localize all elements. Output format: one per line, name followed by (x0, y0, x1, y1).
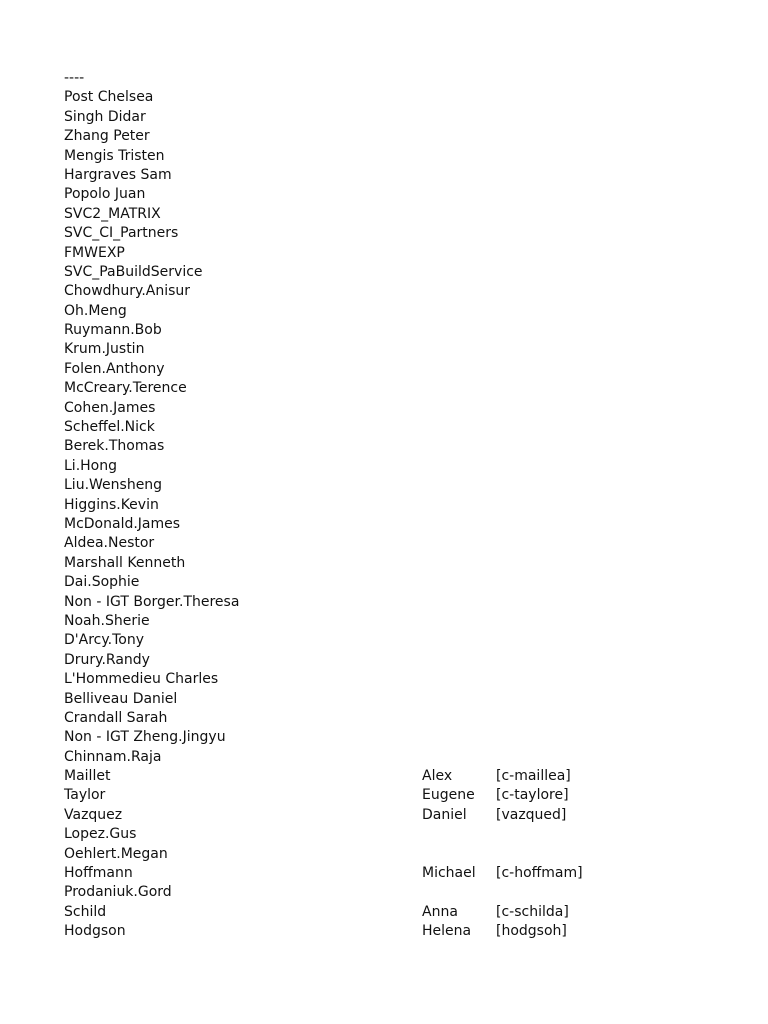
list-row (64, 282, 724, 301)
last-name-cell: Aldea.Nestor (64, 535, 155, 552)
list-row (64, 147, 724, 166)
last-name-cell: Vazquez (64, 806, 123, 823)
last-name-cell: Ruymann.Bob (64, 322, 162, 339)
list-row (64, 825, 724, 844)
last-name-cell: Hodgson (64, 923, 126, 940)
list-row (64, 806, 724, 825)
last-name-cell: SVC_CI_Partners (64, 225, 179, 242)
list-row (64, 593, 724, 612)
list-row (64, 883, 724, 902)
list-row (64, 903, 724, 922)
list-row (64, 767, 724, 786)
last-name-cell: Crandall Sarah (64, 709, 168, 726)
list-row (64, 864, 724, 883)
list-row (64, 670, 724, 689)
list-row (64, 69, 724, 88)
last-name-cell: SVC_PaBuildService (64, 263, 203, 280)
list-row (64, 476, 724, 495)
list-row (64, 845, 724, 864)
last-name-cell: Folen.Anthony (64, 360, 165, 377)
list-row (64, 224, 724, 243)
first-name-cell: Helena (422, 923, 472, 940)
last-name-cell: Singh Didar (64, 108, 146, 125)
last-name-cell: Drury.Randy (64, 651, 150, 668)
last-name-cell: Post Chelsea (64, 89, 154, 106)
first-name-cell: Anna (422, 903, 458, 920)
list-row (64, 573, 724, 592)
last-name-cell: Hargraves Sam (64, 166, 172, 183)
list-row (64, 418, 724, 437)
last-name-cell: Zhang Peter (64, 128, 150, 145)
last-name-cell: Hoffmann (64, 865, 133, 882)
last-name-cell: McDonald.James (64, 515, 181, 532)
list-row (64, 185, 724, 204)
list-row (64, 786, 724, 805)
list-row (64, 127, 724, 146)
list-row (64, 166, 724, 185)
list-row (64, 302, 724, 321)
list-row (64, 496, 724, 515)
list-row (64, 922, 724, 941)
user-id-cell: [c-maillea] (496, 768, 571, 785)
last-name-cell: Mengis Tristen (64, 147, 165, 164)
last-name-cell: D'Arcy.Tony (64, 632, 144, 649)
last-name-cell: Chinnam.Raja (64, 748, 162, 765)
last-name-cell: Liu.Wensheng (64, 477, 163, 494)
first-name-cell: Michael (422, 865, 476, 882)
list-row (64, 88, 724, 107)
list-row (64, 748, 724, 767)
list-row (64, 379, 724, 398)
last-name-cell: Lopez.Gus (64, 826, 137, 843)
user-id-cell: [c-hoffmam] (496, 865, 583, 882)
list-row (64, 244, 724, 263)
first-name-cell: Daniel (422, 806, 467, 823)
list-row (64, 709, 724, 728)
last-name-cell: Schild (64, 903, 107, 920)
list-row (64, 108, 724, 127)
name-list-sheet (64, 69, 724, 942)
last-name-cell: Prodaniuk.Gord (64, 884, 172, 901)
last-name-cell: Chowdhury.Anisur (64, 283, 191, 300)
list-row (64, 205, 724, 224)
last-name-cell: ---- (64, 70, 85, 86)
list-row (64, 728, 724, 747)
last-name-cell: Berek.Thomas (64, 438, 165, 455)
user-id-cell: [c-taylore] (496, 787, 569, 804)
last-name-cell: McCreary.Terence (64, 380, 187, 397)
list-row (64, 321, 724, 340)
list-row (64, 534, 724, 553)
last-name-cell: Marshall Kenneth (64, 554, 186, 571)
last-name-cell: Popolo Juan (64, 186, 146, 203)
last-name-cell: FMWEXP (64, 244, 125, 261)
last-name-cell: Krum.Justin (64, 341, 145, 358)
list-row (64, 631, 724, 650)
list-row (64, 554, 724, 573)
last-name-cell: Oehlert.Megan (64, 845, 168, 862)
last-name-cell: Higgins.Kevin (64, 496, 159, 513)
last-name-cell: Oh.Meng (64, 302, 127, 319)
list-row (64, 612, 724, 631)
last-name-cell: Cohen.James (64, 399, 156, 416)
last-name-cell: Non - IGT Zheng.Jingyu (64, 729, 226, 746)
list-row (64, 399, 724, 418)
list-row (64, 515, 724, 534)
first-name-cell: Alex (422, 768, 453, 785)
last-name-cell: Maillet (64, 768, 111, 785)
last-name-cell: Scheffel.Nick (64, 419, 155, 436)
last-name-cell: Dai.Sophie (64, 574, 140, 591)
list-row (64, 360, 724, 379)
first-name-cell: Eugene (422, 787, 475, 804)
list-row (64, 690, 724, 709)
last-name-cell: SVC2_MATRIX (64, 205, 161, 222)
last-name-cell: Taylor (64, 787, 106, 804)
last-name-cell: Noah.Sherie (64, 612, 150, 629)
list-row (64, 651, 724, 670)
list-row (64, 457, 724, 476)
last-name-cell: L'Hommedieu Charles (64, 671, 219, 688)
last-name-cell: Non - IGT Borger.Theresa (64, 593, 240, 610)
user-id-cell: [vazqued] (496, 806, 567, 823)
last-name-cell: Belliveau Daniel (64, 690, 178, 707)
list-row (64, 263, 724, 282)
user-id-cell: [c-schilda] (496, 903, 569, 920)
list-row (64, 340, 724, 359)
user-id-cell: [hodgsoh] (496, 923, 567, 940)
list-row (64, 437, 724, 456)
last-name-cell: Li.Hong (64, 457, 117, 474)
